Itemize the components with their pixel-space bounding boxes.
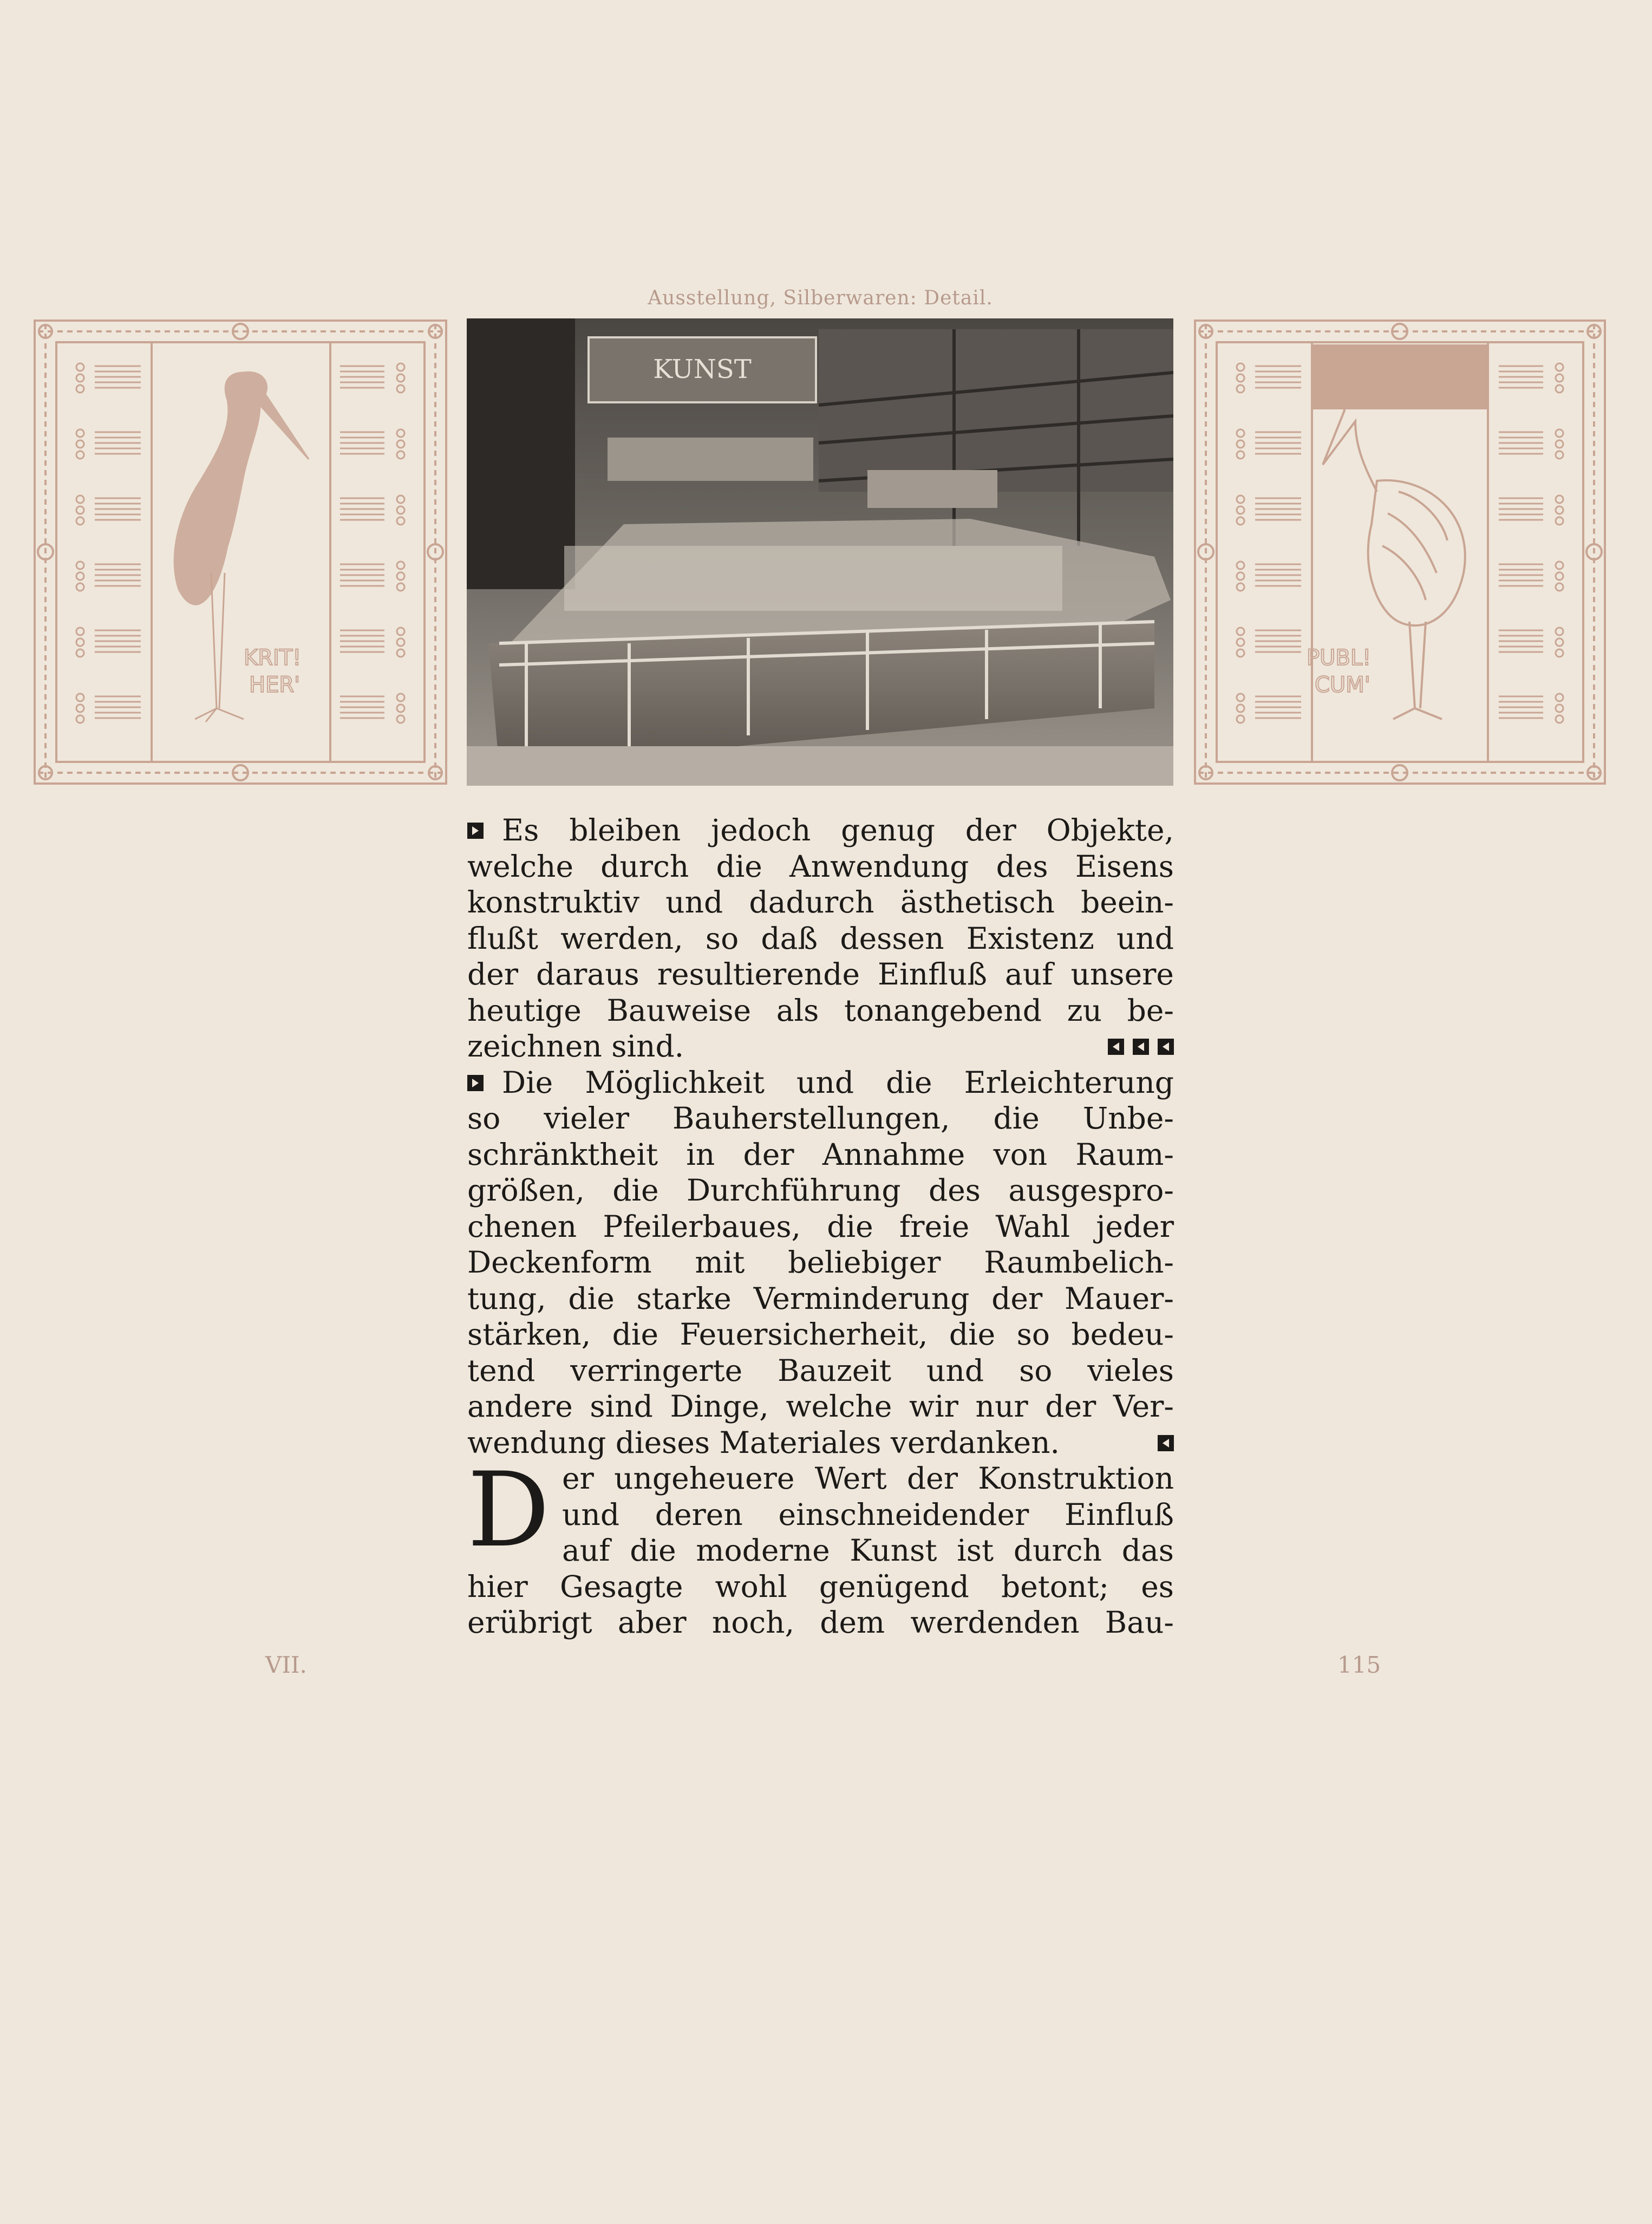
text-line: heutige Bauweise als tonangebend zu be- [467,993,1174,1028]
chapter-number: VII. [265,1652,307,1678]
public-label-line2: CUM' [1315,673,1370,697]
text-line: konstruktiv und dadurch ästhetisch beein- [467,885,1174,919]
critic-stork-illustration [32,318,448,786]
text-line: stärken, die Feuersicherheit, die so bedeu- [467,1317,1174,1352]
exhibition-photo [467,318,1173,786]
text-line: wendung dieses Materiales verdanken. [467,1425,1174,1461]
text-line: welche durch die Anwendung des Eisens [467,849,1174,884]
paragraph-start-ornament-icon [467,1075,484,1091]
critic-label-line1: KRIT! [244,645,302,670]
photo-caption: Ausstellung, Silberwaren: Detail. [648,287,993,309]
text-line: Die Möglichkeit und die Erleichterung [467,1065,1174,1101]
public-label-line1: PUBL! [1307,645,1372,670]
paragraph-start-ornament-icon [467,823,484,839]
text-line: chenen Pfeilerbaues, die freie Wahl jeder [467,1209,1174,1244]
text-line: erübrigt aber noch, dem werdenden Bau- [467,1605,1174,1640]
text-line: andere sind Dinge, welche wir nur der Ver- [467,1389,1174,1424]
drop-cap: D [467,1450,550,1570]
text-line: und deren einschneidender Einfluß [562,1497,1174,1532]
public-stork-illustration [1193,318,1607,786]
text-line: er ungeheuere Wert der Konstruktion [562,1461,1174,1496]
paragraph-2 [467,1065,1174,1461]
text-line: so vieler Bauherstellungen, die Unbe- [467,1101,1174,1136]
text-line: tung, die starke Verminderung der Mauer- [467,1281,1174,1316]
paragraph-end-ornaments [1149,1425,1174,1461]
paragraph-1 [467,812,1174,1065]
text-line: hier Gesagte wohl genügend betont; es [467,1569,1174,1604]
text-line: Es bleiben jedoch genug der Objekte, [467,812,1174,849]
critic-label-line2: HER' [249,673,301,697]
left-ornament-panel [32,318,448,786]
text-line: schränktheit in der Annahme von Raum- [467,1137,1174,1172]
photo-sign-text: KUNST [653,354,752,384]
body-text [467,812,1174,1641]
text-line: tend verringerte Bauzeit und so vieles [467,1353,1174,1388]
right-ornament-panel [1193,318,1607,786]
end-ornament-icon [1133,1039,1149,1055]
end-ornament-icon [1158,1039,1174,1055]
paragraph-end-ornaments [1099,1028,1174,1065]
silverware-display-photo [467,318,1173,786]
text-line: zeichnen sind. [467,1028,1174,1065]
text-line: Deckenform mit beliebiger Raumbelich- [467,1245,1174,1280]
paragraph-3 [467,1450,1174,1641]
text-line: der daraus resultierende Einfluß auf unsere [467,957,1174,992]
text-line: auf die moderne Kunst ist durch das [562,1533,1174,1568]
text-line: größen, die Durchführung des ausgespro- [467,1173,1174,1208]
text-line: flußt werden, so daß dessen Existenz und [467,921,1174,956]
end-ornament-icon [1158,1435,1174,1451]
page-number: 115 [1337,1652,1381,1678]
end-ornament-icon [1108,1039,1124,1055]
